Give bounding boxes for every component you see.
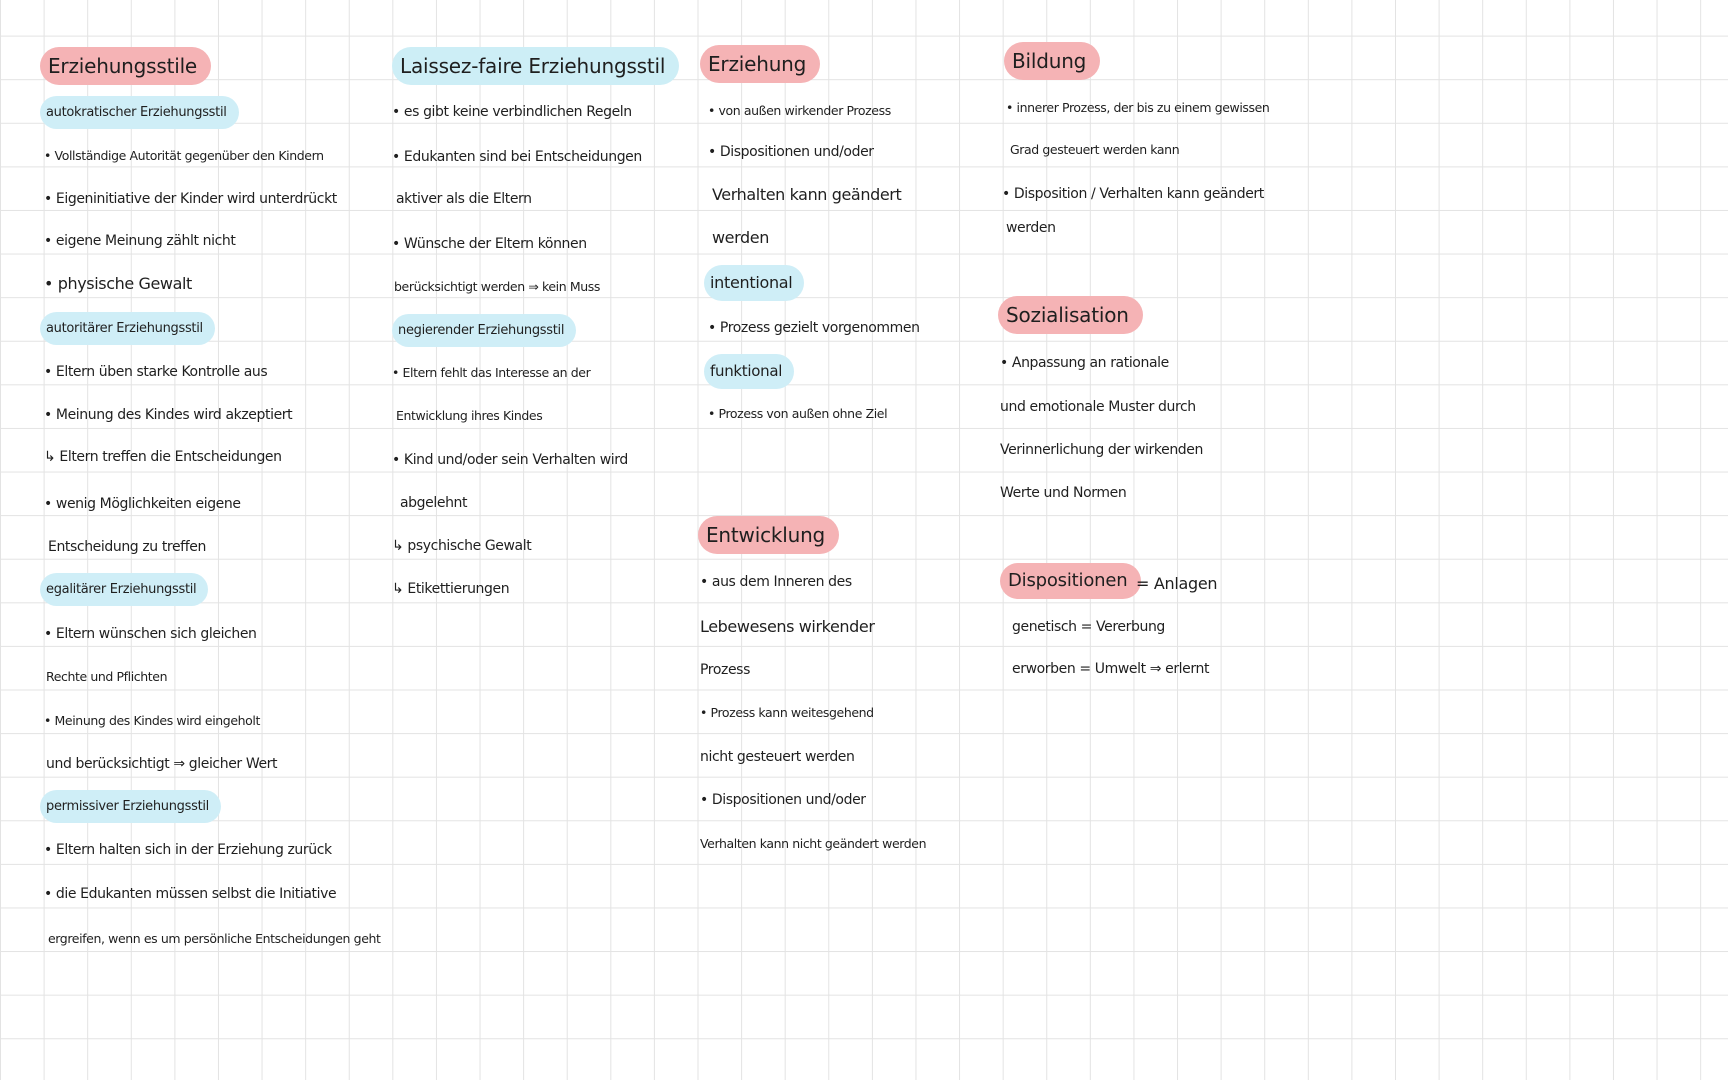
note-line: berücksichtigt werden ⇒ kein Muss <box>394 279 600 294</box>
note-line: • Vollständige Autorität gegenüber den Kindern <box>44 148 324 163</box>
note-line: • Eigeninitiative der Kinder wird unterdrückt <box>44 191 337 207</box>
subheading-intentional: intentional <box>704 265 804 301</box>
note-line: • Eltern halten sich in der Erziehung zurück <box>44 842 332 858</box>
subheading-autocratic: autokratischer Erziehungsstil <box>40 96 239 129</box>
note-line: Werte und Normen <box>1000 485 1127 501</box>
note-line: Rechte und Pflichten <box>46 669 168 684</box>
subheading-negating: negierender Erziehungsstil <box>392 314 576 347</box>
subheading-egalitarian: egalitärer Erziehungsstil <box>40 573 208 606</box>
note-line: Lebewesens wirkender <box>700 617 875 636</box>
note-line: • Eltern fehlt das Interesse an der <box>392 365 591 380</box>
note-line: werden <box>712 228 769 247</box>
heading-erziehung: Erziehung <box>700 45 820 83</box>
dispositionen-definition: = Anlagen <box>1136 574 1218 593</box>
note-line: ↳ Eltern treffen die Entscheidungen <box>44 449 282 465</box>
note-line: und berücksichtigt ⇒ gleicher Wert <box>46 756 278 772</box>
heading-sozialisation: Sozialisation <box>998 296 1143 334</box>
note-line: nicht gesteuert werden <box>700 749 855 765</box>
heading-erziehungsstile: Erziehungsstile <box>40 47 211 85</box>
note-line: • Dispositionen und/oder <box>700 792 866 808</box>
note-line: • Prozess gezielt vorgenommen <box>708 320 920 336</box>
note-line: Verhalten kann geändert <box>712 185 902 204</box>
note-line: • wenig Möglichkeiten eigene <box>44 496 241 512</box>
heading-entwicklung: Entwicklung <box>698 516 839 554</box>
note-line: • Eltern wünschen sich gleichen <box>44 626 257 642</box>
note-line: abgelehnt <box>400 495 468 511</box>
note-line: • Eltern üben starke Kontrolle aus <box>44 364 268 380</box>
note-line: Entwicklung ihres Kindes <box>396 408 543 423</box>
note-line: erworben = Umwelt ⇒ erlernt <box>1012 661 1210 677</box>
note-line: Verhalten kann nicht geändert werden <box>700 836 927 851</box>
note-line: Verinnerlichung der wirkenden <box>1000 442 1203 458</box>
note-line: und emotionale Muster durch <box>1000 399 1196 415</box>
note-line: ↳ Etikettierungen <box>392 581 510 597</box>
note-line: • Prozess kann weitesgehend <box>700 705 874 720</box>
note-line: ergreifen, wenn es um persönliche Entscheidungen geht <box>48 931 381 946</box>
note-line: • Edukanten sind bei Entscheidungen <box>392 149 642 165</box>
note-line: Prozess <box>700 662 750 678</box>
note-line: • Kind und/oder sein Verhalten wird <box>392 452 628 468</box>
subheading-functional: funktional <box>704 354 794 389</box>
note-line: • Anpassung an rationale <box>1000 355 1169 371</box>
note-line: • physische Gewalt <box>44 274 192 293</box>
note-line: • aus dem Inneren des <box>700 574 852 590</box>
note-line: Entscheidung zu treffen <box>48 539 206 555</box>
subheading-permissive: permissiver Erziehungsstil <box>40 790 221 823</box>
note-line: • von außen wirkender Prozess <box>708 103 891 118</box>
heading-bildung: Bildung <box>1004 42 1100 80</box>
note-line: • es gibt keine verbindlichen Regeln <box>392 104 632 120</box>
note-line: genetisch = Vererbung <box>1012 619 1165 635</box>
note-line: • Meinung des Kindes wird eingeholt <box>44 713 260 728</box>
note-line: aktiver als die Eltern <box>396 191 532 207</box>
note-line: • Prozess von außen ohne Ziel <box>708 406 888 421</box>
note-line: • Wünsche der Eltern können <box>392 236 587 252</box>
note-line: werden <box>1006 220 1056 236</box>
note-line: • Disposition / Verhalten kann geändert <box>1002 186 1264 202</box>
heading-laissez-faire: Laissez-faire Erziehungsstil <box>392 47 679 85</box>
heading-dispositionen: Dispositionen <box>1000 563 1141 599</box>
note-line: • die Edukanten müssen selbst die Initiative <box>44 886 337 902</box>
subheading-authoritarian: autoritärer Erziehungsstil <box>40 312 215 345</box>
note-line: • Meinung des Kindes wird akzeptiert <box>44 407 293 423</box>
note-line: Grad gesteuert werden kann <box>1010 142 1180 157</box>
note-line: • innerer Prozess, der bis zu einem gewissen <box>1006 100 1270 115</box>
note-line: • Dispositionen und/oder <box>708 144 874 160</box>
note-line: ↳ psychische Gewalt <box>392 538 532 554</box>
note-line: • eigene Meinung zählt nicht <box>44 233 236 249</box>
